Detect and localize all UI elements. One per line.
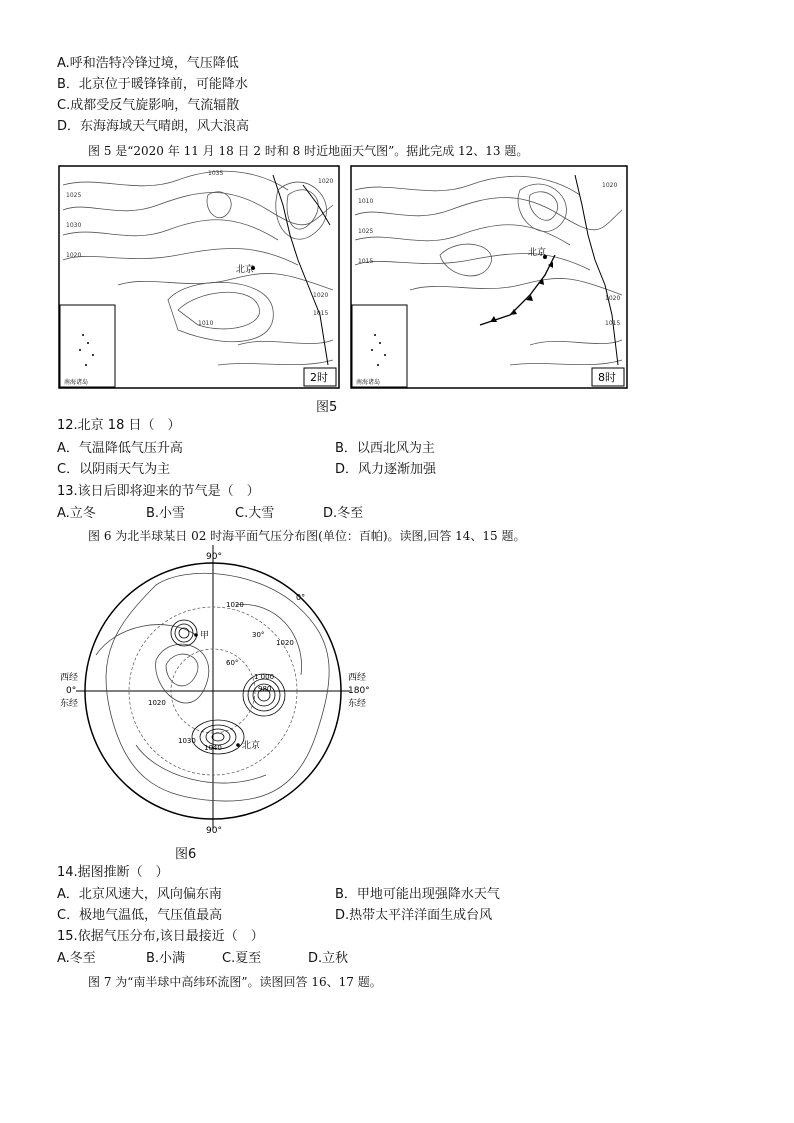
fig6-beijing-label: 北京 bbox=[242, 741, 261, 751]
svg-text:1020: 1020 bbox=[602, 182, 618, 189]
q13-option-d: D.冬至 bbox=[323, 506, 364, 521]
fig6-bottom-label: 90° bbox=[206, 826, 222, 836]
q14-option-d: D.热带太平洋洋面生成台风 bbox=[335, 908, 493, 923]
fig6-intro: 图 6 为北半球某日 02 时海平面气压分布图(单位：百帕)。读图,回答 14、15 题。 bbox=[88, 529, 526, 543]
fig6-west-label-right: 西经 bbox=[348, 673, 367, 683]
fig5-inset-label-left: 南海诸岛 bbox=[64, 379, 89, 386]
svg-text:1030: 1030 bbox=[66, 222, 82, 229]
svg-text:1020: 1020 bbox=[605, 295, 621, 302]
q12-stem: 12.北京 18 日（ ） bbox=[57, 418, 181, 433]
option-d-top: D．东海海域天气晴朗，风大浪高 bbox=[57, 119, 250, 134]
q12-option-c: C．以阴雨天气为主 bbox=[57, 462, 171, 477]
fig6-polar-map bbox=[56, 545, 376, 837]
fig5-intro: 图 5 是“2020 年 11 月 18 日 2 时和 8 时近地面天气图”。据此完成 12、13 题。 bbox=[88, 144, 529, 158]
fig5-time-2h: 2时 bbox=[310, 371, 328, 384]
fig6-west-label-left: 西经 bbox=[60, 673, 79, 683]
svg-text:980: 980 bbox=[258, 685, 272, 693]
fig7-intro: 图 7 为“南半球中高纬环流图”。读图回答 16、17 题。 bbox=[88, 975, 382, 989]
svg-text:1 000: 1 000 bbox=[254, 673, 275, 681]
q12-option-b: B．以西北风为主 bbox=[335, 441, 435, 456]
q13-option-a: A.立冬 bbox=[57, 506, 96, 521]
svg-text:1020: 1020 bbox=[313, 292, 329, 299]
svg-text:1015: 1015 bbox=[605, 320, 621, 327]
fig5-caption: 图5 bbox=[316, 400, 338, 415]
q15-stem: 15.依据气压分布,该日最接近（ ） bbox=[57, 929, 264, 944]
fig5-time-8h: 8时 bbox=[598, 371, 616, 384]
svg-text:1035: 1035 bbox=[208, 170, 224, 177]
q15-option-b: B.小满 bbox=[146, 951, 186, 966]
fig6-east-label-right: 东经 bbox=[348, 699, 367, 709]
svg-text:1020: 1020 bbox=[148, 699, 166, 707]
svg-text:1015: 1015 bbox=[358, 258, 374, 265]
fig5-beijing-left: 北京 bbox=[236, 265, 255, 275]
fig5-inset-label-right: 南海诸岛 bbox=[356, 379, 381, 386]
q13-option-b: B.小雪 bbox=[146, 506, 186, 521]
fig6-30deg-label: 30° bbox=[252, 631, 265, 639]
svg-text:1025: 1025 bbox=[358, 228, 374, 235]
q15-option-a: A.冬至 bbox=[57, 951, 96, 966]
q15-option-c: C.夏至 bbox=[222, 951, 262, 966]
svg-text:1030: 1030 bbox=[178, 737, 196, 745]
fig6-180deg-right: 180° bbox=[348, 686, 370, 696]
svg-text:1010: 1010 bbox=[198, 320, 214, 327]
svg-text:1010: 1010 bbox=[358, 198, 374, 205]
q14-option-c: C．极地气温低，气压值最高 bbox=[57, 908, 223, 923]
fig6-east-label-left: 东经 bbox=[60, 699, 79, 709]
fig6-0deg-left: 0° bbox=[66, 686, 77, 696]
option-b-top: B．北京位于暖锋锋前，可能降水 bbox=[57, 77, 248, 92]
q13-option-c: C.大雪 bbox=[235, 506, 275, 521]
fig5-beijing-right: 北京 bbox=[528, 248, 547, 258]
fig6-jia-label: 甲 bbox=[200, 631, 210, 641]
q12-option-d: D．风力逐渐加强 bbox=[335, 462, 437, 477]
fig6-0deg-label: 0° bbox=[296, 593, 306, 602]
svg-text:1020: 1020 bbox=[66, 252, 82, 259]
svg-text:1015: 1015 bbox=[313, 310, 329, 317]
q13-stem: 13.该日后即将迎来的节气是（ ） bbox=[57, 484, 260, 499]
q14-option-a: A．北京风速大，风向偏东南 bbox=[57, 887, 222, 902]
svg-text:1020: 1020 bbox=[318, 178, 334, 185]
svg-text:1020: 1020 bbox=[226, 601, 244, 609]
option-a-top: A.呼和浩特冷锋过境，气压降低 bbox=[57, 56, 239, 71]
svg-text:1020: 1020 bbox=[276, 639, 294, 647]
q14-stem: 14.据图推断（ ） bbox=[57, 865, 169, 880]
fig6-caption: 图6 bbox=[175, 847, 197, 862]
fig5-map-8h bbox=[350, 165, 628, 389]
svg-text:1040: 1040 bbox=[204, 744, 222, 752]
fig6-top-label: 90° bbox=[206, 552, 222, 562]
q14-option-b: B．甲地可能出现强降水天气 bbox=[335, 887, 500, 902]
q12-option-a: A．气温降低气压升高 bbox=[57, 441, 183, 456]
option-c-top: C.成都受反气旋影响，气流辐散 bbox=[57, 98, 240, 113]
svg-text:1025: 1025 bbox=[66, 192, 82, 199]
fig6-60deg-label: 60° bbox=[226, 659, 239, 667]
fig5-map-2h bbox=[58, 165, 340, 389]
q15-option-d: D.立秋 bbox=[308, 951, 349, 966]
